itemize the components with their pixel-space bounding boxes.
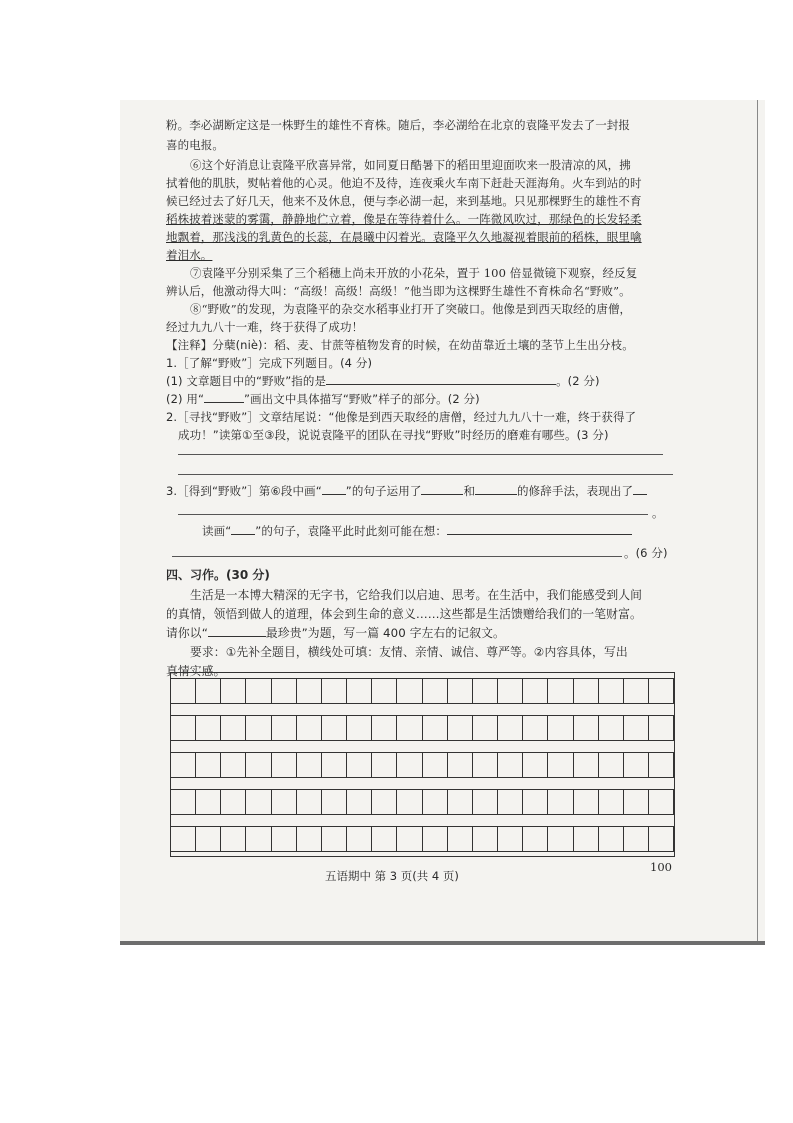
- grid-cell[interactable]: [473, 679, 498, 703]
- grid-cell[interactable]: [347, 679, 372, 703]
- question-1-2-text: (2) 用“: [166, 392, 205, 406]
- grid-cell[interactable]: [423, 790, 448, 814]
- grid-cell[interactable]: [397, 753, 422, 777]
- paragraph-7: ⑦袁隆平分别采集了三个稻穗上尚未开放的小花朵，置于 100 倍显微镜下观察，经反复: [190, 266, 638, 280]
- answer-blank[interactable]: [421, 484, 463, 495]
- grid-cell[interactable]: [523, 753, 548, 777]
- grid-cell[interactable]: [221, 679, 246, 703]
- question-3-end: 。: [652, 506, 664, 520]
- grid-cell[interactable]: [498, 827, 523, 851]
- grid-cell[interactable]: [548, 753, 573, 777]
- grid-cell[interactable]: [196, 790, 221, 814]
- grid-cell[interactable]: [473, 790, 498, 814]
- grid-cell[interactable]: [624, 827, 649, 851]
- question-2: 2.［寻找“野败”］文章结尾说：“他像是到西天取经的唐僧，经过九九八十一难，终于获得了: [166, 410, 637, 424]
- paragraph-6: 候已经过去了好几天，他来不及休息，便与李必湖一起，来到基地。只见那棵野生的雄性不育: [166, 194, 642, 208]
- question-2: 成功！”读第①至③段，说说袁隆平的团队在寻找“野败”时经历的磨难有哪些。(3 分): [178, 428, 609, 442]
- grid-cell[interactable]: [498, 790, 523, 814]
- writing-grid[interactable]: [170, 672, 675, 857]
- grid-cell[interactable]: [473, 716, 498, 740]
- grid-cell[interactable]: [221, 827, 246, 851]
- grid-cell[interactable]: [523, 679, 548, 703]
- grid-cell[interactable]: [347, 827, 372, 851]
- grid-cell[interactable]: [322, 827, 347, 851]
- grid-cell[interactable]: [574, 716, 599, 740]
- answer-blank[interactable]: [475, 484, 517, 495]
- grid-cell[interactable]: [322, 679, 347, 703]
- grid-cell[interactable]: [423, 827, 448, 851]
- grid-row: [170, 715, 674, 741]
- answer-blank[interactable]: [326, 374, 556, 385]
- title-blank[interactable]: [208, 626, 266, 637]
- paragraph-8: ⑧“野败”的发现，为袁隆平的杂交水稻事业打开了突破口。他像是到西天取经的唐僧，: [190, 302, 632, 316]
- question-3-read-b: ”的句子，袁隆平此时此刻可能在想：: [255, 524, 447, 538]
- grid-cell[interactable]: [448, 827, 473, 851]
- exam-page: [120, 100, 765, 945]
- grid-cell[interactable]: [448, 790, 473, 814]
- grid-cell[interactable]: [548, 716, 573, 740]
- grid-cell[interactable]: [347, 753, 372, 777]
- grid-cell[interactable]: [649, 716, 673, 740]
- grid-cell[interactable]: [649, 753, 673, 777]
- grid-cell[interactable]: [297, 790, 322, 814]
- grid-count-label: 100: [650, 860, 672, 874]
- page-footer: 五语期中 第 3 页(共 4 页): [325, 869, 459, 883]
- annotation-note: 【注释】分蘖(niè)：稻、麦、甘蔗等植物发育的时候，在幼苗靠近土壤的茎节上生出分枝。: [166, 338, 634, 352]
- passage-line: 喜的电报。: [166, 138, 224, 152]
- composition-text: [166, 626, 505, 640]
- grid-cell[interactable]: [624, 753, 649, 777]
- question-1-2: [166, 392, 480, 406]
- grid-cell[interactable]: [372, 827, 397, 851]
- answer-blank[interactable]: [447, 524, 632, 535]
- grid-cell[interactable]: [523, 716, 548, 740]
- passage-line: 粉。李必湖断定这是一株野生的雄性不育株。随后，李必湖给在北京的袁隆平发去了一封报: [166, 118, 630, 132]
- grid-cell[interactable]: [171, 679, 196, 703]
- grid-cell[interactable]: [297, 716, 322, 740]
- underline-sample: [231, 524, 255, 535]
- grid-cell[interactable]: [448, 753, 473, 777]
- grid-cell[interactable]: [272, 753, 297, 777]
- grid-cell[interactable]: [297, 753, 322, 777]
- grid-cell[interactable]: [599, 679, 624, 703]
- composition-text: 生活是一本博大精深的无字书，它给我们以启迪、思考。在生活中，我们能感受到人间: [190, 588, 643, 602]
- grid-cell[interactable]: [221, 716, 246, 740]
- question-3-text-a: 3.［得到“野败”］第⑥段中画“: [166, 484, 322, 498]
- grid-cell[interactable]: [574, 679, 599, 703]
- question-3-read: [202, 524, 632, 538]
- section-title: 四、习作。(30 分): [166, 568, 270, 582]
- grid-cell[interactable]: [246, 716, 271, 740]
- grid-cell[interactable]: [196, 679, 221, 703]
- grid-cell[interactable]: [498, 716, 523, 740]
- grid-cell[interactable]: [246, 790, 271, 814]
- grid-cell[interactable]: [498, 679, 523, 703]
- composition-text: 的真情，领悟到做人的道理，体会到生命的意义……这些都是生活馈赠给我们的一笔财富。: [166, 607, 642, 621]
- grid-cell[interactable]: [548, 790, 573, 814]
- question-1-1: [166, 374, 600, 388]
- grid-cell[interactable]: [322, 790, 347, 814]
- grid-cell[interactable]: [171, 790, 196, 814]
- grid-cell[interactable]: [196, 753, 221, 777]
- grid-cell[interactable]: [423, 679, 448, 703]
- grid-row: [170, 789, 674, 815]
- question-1-1-score: 。(2 分): [556, 374, 600, 388]
- paragraph-6: 拭着他的肌肤，熨帖着他的心灵。他迫不及待，连夜乘火车南下赶赴天涯海角。火车到站的时: [166, 176, 642, 190]
- grid-cell[interactable]: [272, 790, 297, 814]
- grid-cell[interactable]: [599, 790, 624, 814]
- grid-cell[interactable]: [548, 679, 573, 703]
- grid-cell[interactable]: [599, 827, 624, 851]
- grid-cell[interactable]: [397, 679, 422, 703]
- grid-cell[interactable]: [347, 716, 372, 740]
- composition-title-a: 请你以“: [166, 626, 208, 640]
- grid-cell[interactable]: [448, 679, 473, 703]
- page-edge: [757, 100, 765, 945]
- grid-cell[interactable]: [297, 679, 322, 703]
- question-3: [166, 484, 647, 498]
- grid-cell[interactable]: [624, 790, 649, 814]
- grid-cell[interactable]: [372, 790, 397, 814]
- paragraph-6-underlined: 着泪水。: [166, 248, 213, 262]
- grid-cell[interactable]: [246, 827, 271, 851]
- grid-cell[interactable]: [574, 753, 599, 777]
- grid-cell[interactable]: [599, 716, 624, 740]
- grid-cell[interactable]: [297, 827, 322, 851]
- grid-row: [170, 826, 674, 852]
- grid-cell[interactable]: [473, 753, 498, 777]
- question-1-2-rest: ”画出文中具体描写“野败”样子的部分。(2 分): [244, 392, 480, 406]
- paragraph-7: 辨认后，他激动得大叫：“高级！高级！高级！”他当即为这棵野生雄性不育株命名“野败”。: [166, 284, 631, 298]
- grid-cell[interactable]: [322, 716, 347, 740]
- grid-row: [170, 752, 674, 778]
- grid-cell[interactable]: [196, 716, 221, 740]
- question-3-text-b: ”的句子运用了: [345, 484, 422, 498]
- grid-cell[interactable]: [523, 790, 548, 814]
- grid-cell[interactable]: [548, 827, 573, 851]
- page-shadow: [120, 941, 765, 945]
- paragraph-6-underlined: 地飘着，那浅浅的乳黄色的长蕊，在晨曦中闪着光。袁隆平久久地凝视着眼前的稻株，眼里噙: [166, 230, 642, 244]
- grid-cell[interactable]: [196, 827, 221, 851]
- question-3-text-d: 的修辞手法，表现出了: [517, 484, 634, 498]
- grid-cell[interactable]: [221, 753, 246, 777]
- composition-requirement: 要求：①先补全题目，横线处可填：友情、亲情、诚信、尊严等。②内容具体，写出: [190, 645, 628, 659]
- answer-line[interactable]: [178, 514, 648, 515]
- grid-cell[interactable]: [649, 827, 673, 851]
- grid-cell[interactable]: [272, 716, 297, 740]
- grid-cell[interactable]: [347, 790, 372, 814]
- grid-cell[interactable]: [599, 753, 624, 777]
- grid-cell[interactable]: [372, 753, 397, 777]
- grid-cell[interactable]: [574, 790, 599, 814]
- grid-cell[interactable]: [397, 790, 422, 814]
- paragraph-8: 经过九九八十一难，终于获得了成功！: [166, 320, 364, 334]
- grid-cell[interactable]: [649, 790, 673, 814]
- grid-cell[interactable]: [246, 753, 271, 777]
- composition-requirement: 真情实感。: [166, 664, 226, 678]
- question-1: 1.［了解“野败”］完成下列题目。(4 分): [166, 356, 373, 370]
- grid-cell[interactable]: [171, 753, 196, 777]
- grid-cell[interactable]: [272, 827, 297, 851]
- question-3-score: 。(6 分): [624, 546, 668, 560]
- grid-cell[interactable]: [574, 827, 599, 851]
- paragraph-6: ⑥这个好消息让袁隆平欣喜异常，如同夏日酷暑下的稻田里迎面吹来一股清凉的风，拂: [190, 158, 631, 172]
- grid-cell[interactable]: [498, 753, 523, 777]
- answer-line[interactable]: [178, 454, 663, 455]
- grid-cell[interactable]: [397, 827, 422, 851]
- grid-cell[interactable]: [322, 753, 347, 777]
- underline-sample: [204, 392, 244, 403]
- grid-row: [170, 678, 674, 704]
- grid-cell[interactable]: [272, 679, 297, 703]
- answer-line[interactable]: [178, 474, 673, 475]
- answer-line[interactable]: [172, 556, 622, 557]
- grid-cell[interactable]: [372, 679, 397, 703]
- grid-cell[interactable]: [221, 790, 246, 814]
- grid-cell[interactable]: [624, 679, 649, 703]
- underline-sample: [322, 484, 346, 495]
- grid-cell[interactable]: [624, 716, 649, 740]
- grid-cell[interactable]: [448, 716, 473, 740]
- paragraph-6-underlined: 稻株披着迷蒙的雾霭，静静地伫立着，像是在等待着什么。一阵微风吹过，那绿色的长发轻柔: [166, 212, 642, 226]
- grid-cell[interactable]: [246, 679, 271, 703]
- grid-cell[interactable]: [423, 753, 448, 777]
- grid-cell[interactable]: [171, 827, 196, 851]
- grid-cell[interactable]: [171, 716, 196, 740]
- grid-cell[interactable]: [397, 716, 422, 740]
- grid-cell[interactable]: [372, 716, 397, 740]
- grid-cell[interactable]: [523, 827, 548, 851]
- answer-blank[interactable]: [633, 484, 647, 495]
- question-3-text-c: 和: [463, 484, 476, 498]
- question-3-read-a: 读画“: [202, 524, 232, 538]
- question-1-1-text: (1) 文章题目中的“野败”指的是: [166, 374, 327, 388]
- composition-title-b: 最珍贵”为题，写一篇 400 字左右的记叙文。: [265, 626, 505, 640]
- grid-cell[interactable]: [473, 827, 498, 851]
- grid-cell[interactable]: [649, 679, 673, 703]
- grid-cell[interactable]: [423, 716, 448, 740]
